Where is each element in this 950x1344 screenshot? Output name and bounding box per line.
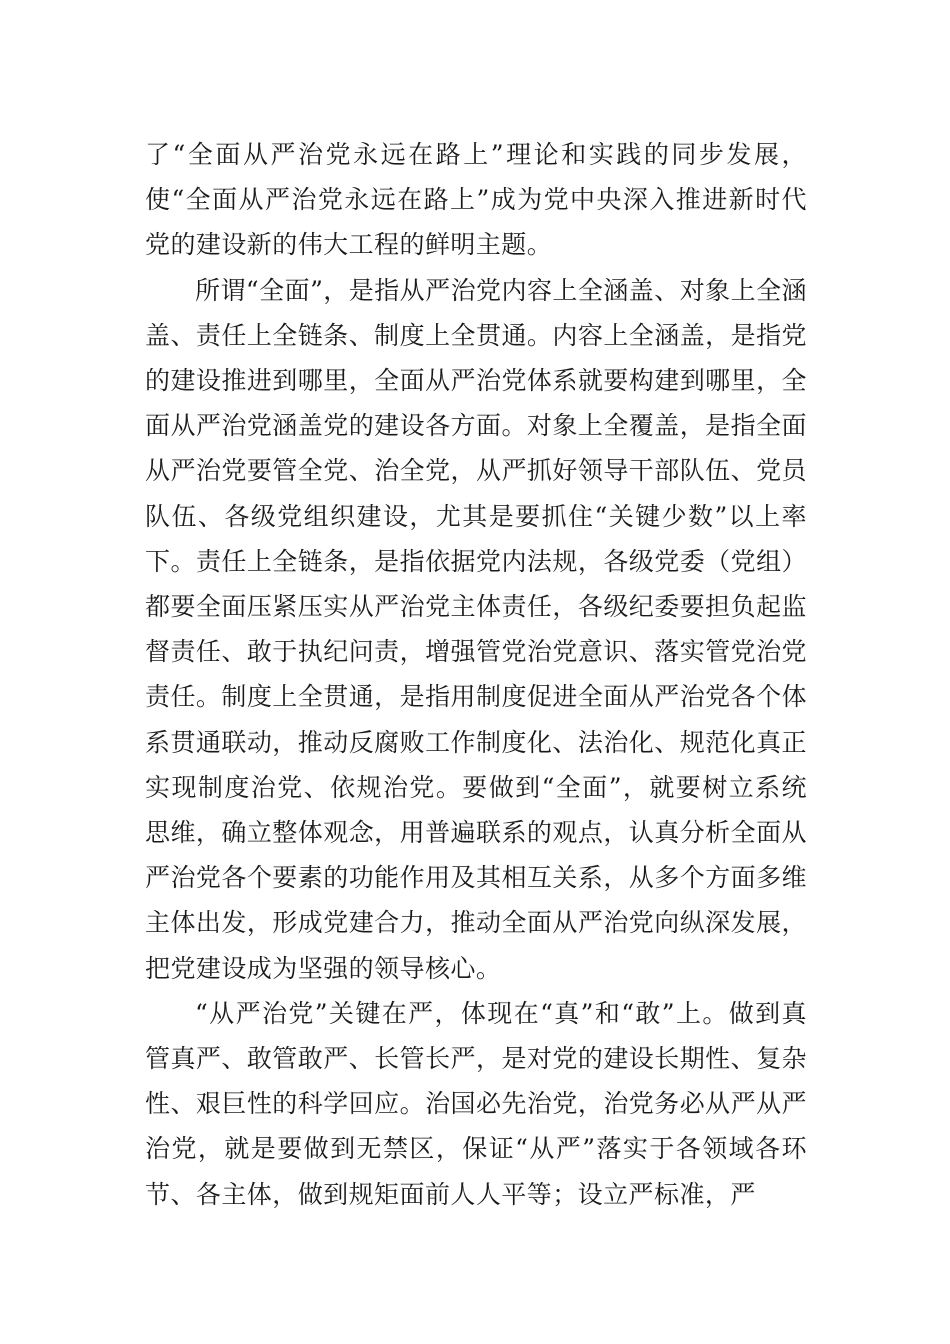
- paragraph-comprehensive: 所谓“全面”，是指从严治党内容上全涵盖、对象上全涵盖、责任上全链条、制度上全贯通。内容上全涵盖，是指党的建设推进到哪里，全面从严治党体系就要构建到哪里，全面从严治党涵盖党的建设各方面。对象上全覆盖，是指全面从严治党要管全党、治全党，从严抓好领导干部队伍、党员队伍、各级党组织建设，尤其是要抓住“关键少数”以上率下。责任上全链条，是指依据党内法规，各级党委（党组）都要全面压紧压实从严治党主体责任，各级纪委要担负起监督责任、敢于执纪问责，增强管党治党意识、落实管党治党责任。制度上全贯通，是指用制度促进全面从严治党各个体系贯通联动，推动反腐败工作制度化、法治化、规范化真正实现制度治党、依规治党。要做到“全面”，就要树立系统思维，确立整体观念，用普遍联系的观点，认真分析全面从严治党各个要素的功能作用及其相互关系，从多个方面多维主体出发，形成党建合力，推动全面从严治党向纵深发展，把党建设成为坚强的领导核心。: [145, 275, 807, 983]
- document-body: [145, 132, 807, 1217]
- paragraph-strict: “从严治党”关键在严，体现在“真”和“敢”上。做到真管真严、敢管敢严、长管长严，是对党的建设长期性、复杂性、艰巨性的科学回应。治国必先治党，治党务必从严从严治党，就是要做到无禁区，保证“从严”落实于各领域各环节、各主体，做到规矩面前人人平等；设立严标准，严: [145, 998, 807, 1209]
- paragraph-continuation: 了“全面从严治党永远在路上”理论和实践的同步发展，使“全面从严治党永远在路上”成为党中央深入推进新时代党的建设新的伟大工程的鲜明主题。: [145, 140, 807, 260]
